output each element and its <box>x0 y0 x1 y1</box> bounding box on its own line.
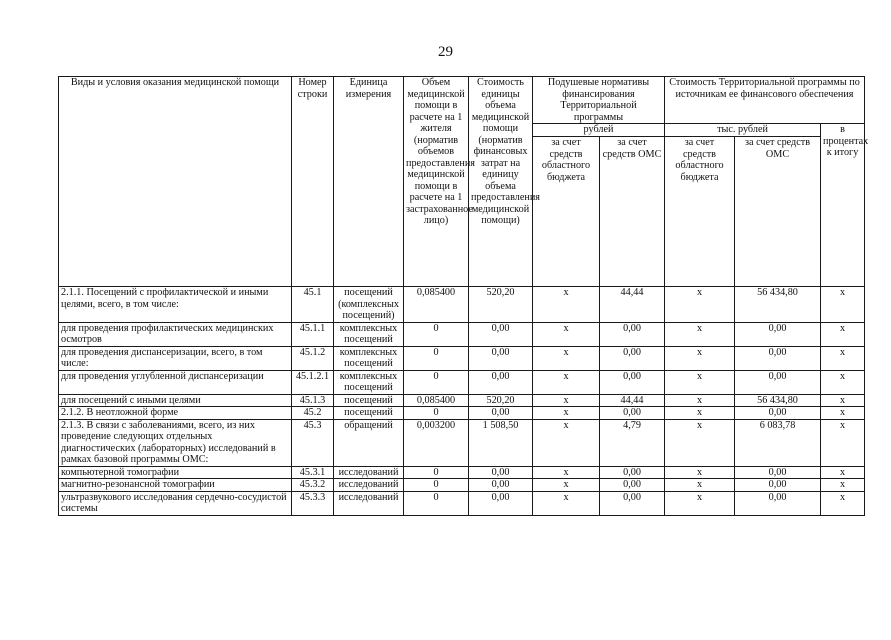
header-regional-budget: за счет средств областного бюджета <box>533 137 600 287</box>
cell-volume: 0 <box>404 491 469 515</box>
cell-cost: 0,00 <box>469 346 533 370</box>
financing-table <box>58 76 869 516</box>
cell-volume: 0 <box>404 466 469 479</box>
cell-line-number: 45.3 <box>292 419 334 466</box>
cell-per-capita-budget: х <box>533 419 600 466</box>
cell-cost: 520,20 <box>469 394 533 407</box>
cell-per-capita-budget: х <box>533 466 600 479</box>
cell-name: компьютерной томографии <box>59 466 292 479</box>
cell-unit: комплексных посещений <box>334 370 404 394</box>
cell-cost-budget: х <box>665 370 735 394</box>
cell-name: для проведения углубленной диспансеризации <box>59 370 292 394</box>
cell-name: для проведения диспансеризации, всего, в том числе: <box>59 346 292 370</box>
cell-cost-oms: 56 434,80 <box>735 287 821 323</box>
cell-cost-budget: х <box>665 407 735 420</box>
cell-cost: 0,00 <box>469 479 533 492</box>
cell-cost-oms: 0,00 <box>735 466 821 479</box>
cell-per-capita-oms: 44,44 <box>600 287 665 323</box>
cell-name: 2.1.3. В связи с заболеваниями, всего, из них проведение следующих отдельных диагностических (лабораторных) исследований в рамках базовой программы ОМС: <box>59 419 292 466</box>
header-per-capita: Подушевые нормативы финансирования Территориальной программы <box>533 77 665 124</box>
cell-unit: посещений <box>334 394 404 407</box>
cell-name: магнитно-резонансной томографии <box>59 479 292 492</box>
cell-cost-oms: 0,00 <box>735 322 821 346</box>
cell-volume: 0 <box>404 407 469 420</box>
cell-volume: 0 <box>404 479 469 492</box>
header-oms-funds-2: за счет средств ОМС <box>735 137 821 287</box>
table-row <box>59 419 865 466</box>
table-row <box>59 346 865 370</box>
cell-cost-oms: 0,00 <box>735 479 821 492</box>
cell-percent: х <box>821 479 865 492</box>
cell-per-capita-oms: 44,44 <box>600 394 665 407</box>
cell-percent: х <box>821 370 865 394</box>
cell-unit: исследований <box>334 466 404 479</box>
header-types: Виды и условия оказания медицинской помощи <box>59 77 292 287</box>
header-thous-rub: тыс. рублей <box>665 124 821 137</box>
cell-cost: 1 508,50 <box>469 419 533 466</box>
cell-per-capita-oms: 0,00 <box>600 322 665 346</box>
cell-volume: 0,003200 <box>404 419 469 466</box>
cell-per-capita-oms: 0,00 <box>600 407 665 420</box>
cell-percent: х <box>821 346 865 370</box>
cell-volume: 0 <box>404 322 469 346</box>
cell-cost: 0,00 <box>469 466 533 479</box>
cell-volume: 0 <box>404 346 469 370</box>
cell-cost-budget: х <box>665 322 735 346</box>
cell-cost: 0,00 <box>469 370 533 394</box>
cell-unit: исследований <box>334 479 404 492</box>
header-unit: Единица измерения <box>334 77 404 287</box>
cell-unit: посещений <box>334 407 404 420</box>
table-row <box>59 407 865 420</box>
header-program-cost: Стоимость Территориальной программы по источникам ее финансового обеспечения <box>665 77 865 124</box>
cell-cost-budget: х <box>665 479 735 492</box>
header-cost: Стоимость единицы объема медицинской помощи (норматив финансовых затрат на единицу объема предоставления медицинской помощи) <box>469 77 533 287</box>
cell-percent: х <box>821 466 865 479</box>
cell-percent: х <box>821 322 865 346</box>
cell-cost: 0,00 <box>469 491 533 515</box>
cell-per-capita-budget: х <box>533 407 600 420</box>
table-row <box>59 287 865 323</box>
cell-per-capita-oms: 0,00 <box>600 346 665 370</box>
table-row <box>59 491 865 515</box>
cell-unit: исследований <box>334 491 404 515</box>
cell-cost-budget: х <box>665 394 735 407</box>
cell-per-capita-budget: х <box>533 346 600 370</box>
header-oms-funds: за счет средств ОМС <box>600 137 665 287</box>
cell-cost-oms: 0,00 <box>735 407 821 420</box>
cell-cost: 0,00 <box>469 322 533 346</box>
cell-percent: х <box>821 491 865 515</box>
cell-line-number: 45.1.2 <box>292 346 334 370</box>
cell-volume: 0,085400 <box>404 394 469 407</box>
cell-cost-budget: х <box>665 491 735 515</box>
cell-cost-oms: 0,00 <box>735 370 821 394</box>
cell-volume: 0 <box>404 370 469 394</box>
table-row <box>59 322 865 346</box>
cell-percent: х <box>821 287 865 323</box>
cell-line-number: 45.3.2 <box>292 479 334 492</box>
cell-per-capita-budget: х <box>533 479 600 492</box>
cell-name: 2.1.2. В неотложной форме <box>59 407 292 420</box>
cell-line-number: 45.1.3 <box>292 394 334 407</box>
cell-cost: 520,20 <box>469 287 533 323</box>
cell-per-capita-budget: х <box>533 322 600 346</box>
header-regional-budget-2: за счет средств областного бюджета <box>665 137 735 287</box>
table-row <box>59 394 865 407</box>
cell-line-number: 45.3.3 <box>292 491 334 515</box>
table-row <box>59 370 865 394</box>
cell-cost-oms: 6 083,78 <box>735 419 821 466</box>
cell-percent: х <box>821 407 865 420</box>
header-percent-total: в процентах к итогу <box>821 124 865 287</box>
cell-line-number: 45.1.1 <box>292 322 334 346</box>
cell-unit: посещений (комплексных посещений) <box>334 287 404 323</box>
table-row <box>59 466 865 479</box>
cell-unit: комплексных посещений <box>334 322 404 346</box>
cell-line-number: 45.3.1 <box>292 466 334 479</box>
header-rub: рублей <box>533 124 665 137</box>
cell-cost-budget: х <box>665 466 735 479</box>
cell-percent: х <box>821 419 865 466</box>
cell-line-number: 45.1.2.1 <box>292 370 334 394</box>
cell-line-number: 45.2 <box>292 407 334 420</box>
cell-name: для проведения профилактических медицинских осмотров <box>59 322 292 346</box>
cell-unit: комплексных посещений <box>334 346 404 370</box>
cell-unit: обращений <box>334 419 404 466</box>
header-volume: Объем медицинской помощи в расчете на 1 жителя (норматив объемов предоставления медицинской помощи в расчете на 1 застрахованное лицо) <box>404 77 469 287</box>
header-row-1 <box>59 77 865 124</box>
cell-name: для посещений с иными целями <box>59 394 292 407</box>
cell-cost: 0,00 <box>469 407 533 420</box>
header-line-number: Номер строки <box>292 77 334 287</box>
cell-per-capita-oms: 0,00 <box>600 466 665 479</box>
table-row <box>59 479 865 492</box>
cell-name: 2.1.1. Посещений с профилактической и иными целями, всего, в том числе: <box>59 287 292 323</box>
cell-cost-budget: х <box>665 287 735 323</box>
cell-cost-budget: х <box>665 346 735 370</box>
cell-per-capita-oms: 0,00 <box>600 479 665 492</box>
cell-percent: х <box>821 394 865 407</box>
cell-cost-oms: 56 434,80 <box>735 394 821 407</box>
cell-line-number: 45.1 <box>292 287 334 323</box>
cell-name: ультразвукового исследования сердечно-сосудистой системы <box>59 491 292 515</box>
cell-per-capita-oms: 0,00 <box>600 491 665 515</box>
cell-cost-oms: 0,00 <box>735 346 821 370</box>
cell-per-capita-budget: х <box>533 370 600 394</box>
cell-per-capita-budget: х <box>533 491 600 515</box>
cell-per-capita-oms: 0,00 <box>600 370 665 394</box>
cell-cost-budget: х <box>665 419 735 466</box>
cell-cost-oms: 0,00 <box>735 491 821 515</box>
cell-per-capita-budget: х <box>533 394 600 407</box>
cell-volume: 0,085400 <box>404 287 469 323</box>
page-number: 29 <box>438 44 453 60</box>
cell-per-capita-oms: 4,79 <box>600 419 665 466</box>
cell-per-capita-budget: х <box>533 287 600 323</box>
